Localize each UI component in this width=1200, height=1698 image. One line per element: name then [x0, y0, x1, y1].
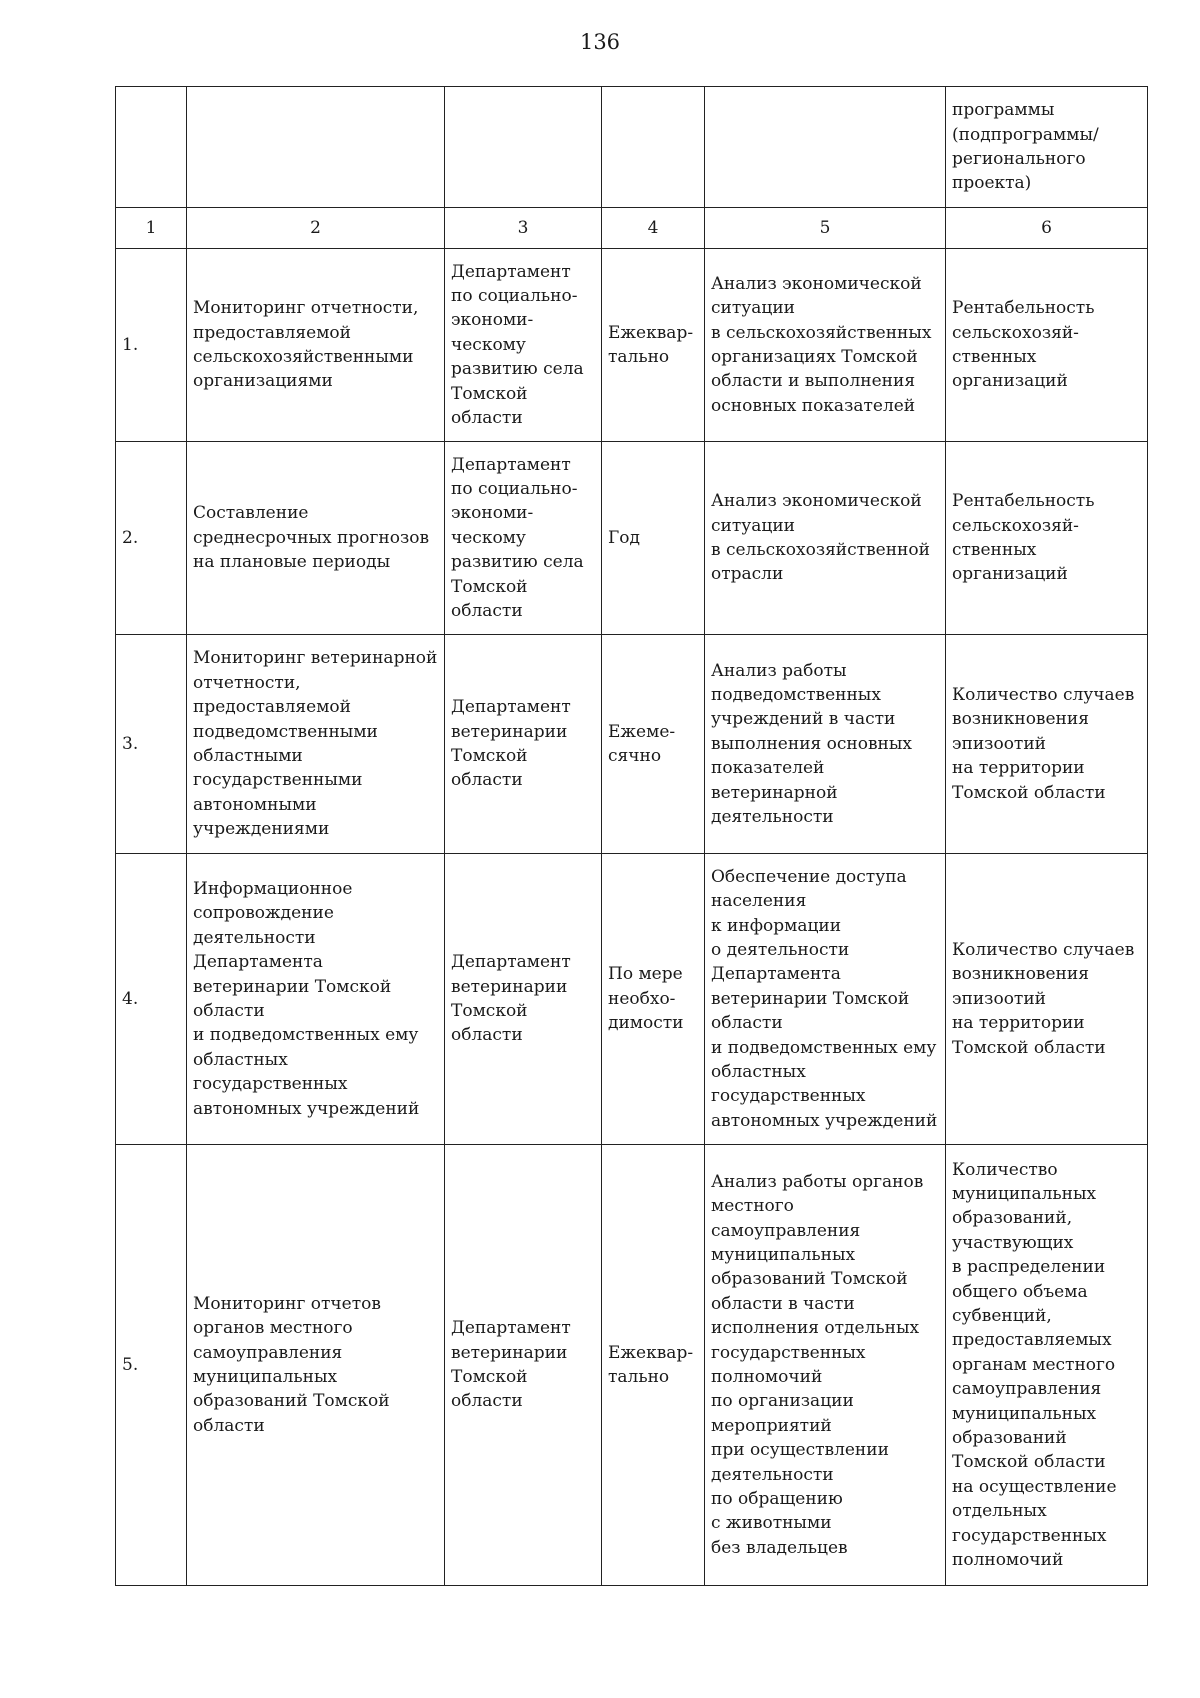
row-purpose: Анализ работы подведомственных учреждений в части выполнения основных показателей ветеринарной деятельности	[705, 635, 946, 854]
row-responsible: Департамент ветеринарии Томской области	[445, 1145, 602, 1586]
column-number-4: 4	[602, 208, 705, 249]
table-row	[116, 854, 1148, 1145]
row-name: Информационное сопровождение деятельности Департамента ветеринарии Томской области и подведомственных ему областных государственных автономных учреждений	[187, 854, 445, 1145]
row-responsible: Департамент ветеринарии Томской области	[445, 635, 602, 854]
row-name: Мониторинг ветеринарной отчетности, предоставляемой подведомственными областными государственными автономными учреждениями	[187, 635, 445, 854]
row-purpose: Анализ экономической ситуации в сельскохозяйственной отрасли	[705, 442, 946, 635]
header-cell-3	[445, 87, 602, 208]
row-responsible: Департамент по социально- экономи- ческому развитию села Томской области	[445, 249, 602, 442]
row-period: Ежеквар- тально	[602, 249, 705, 442]
row-responsible: Департамент ветеринарии Томской области	[445, 854, 602, 1145]
row-purpose: Анализ экономической ситуации в сельскохозяйственных организациях Томской области и выполнения основных показателей	[705, 249, 946, 442]
table-header-continuation-row	[116, 87, 1148, 208]
column-number-row	[116, 208, 1148, 249]
row-name: Мониторинг отчетов органов местного самоуправления муниципальных образований Томской области	[187, 1145, 445, 1586]
table-row	[116, 442, 1148, 635]
header-cell-6: программы (подпрограммы/ регионального проекта)	[946, 87, 1148, 208]
table-row	[116, 635, 1148, 854]
column-number-2: 2	[187, 208, 445, 249]
row-number: 1.	[116, 249, 187, 442]
row-indicator: Количество муниципальных образований, участвующих в распределении общего объема субвенций, предоставляемых органам местного самоуправления муниципальных образований Томской области на осуществление отдельных государственных полномочий	[946, 1145, 1148, 1586]
row-number: 5.	[116, 1145, 187, 1586]
row-number: 3.	[116, 635, 187, 854]
row-purpose: Анализ работы органов местного самоуправления муниципальных образований Томской области в части исполнения отдельных государственных полномочий по организации мероприятий при осуществлении деятельности по обращению с животными без владельцев	[705, 1145, 946, 1586]
table-row	[116, 1145, 1148, 1586]
column-number-6: 6	[946, 208, 1148, 249]
row-period: Ежеквар- тально	[602, 1145, 705, 1586]
column-number-1: 1	[116, 208, 187, 249]
row-period: Год	[602, 442, 705, 635]
row-period: По мере необхо- димости	[602, 854, 705, 1145]
header-cell-2	[187, 87, 445, 208]
row-name: Составление среднесрочных прогнозов на плановые периоды	[187, 442, 445, 635]
header-cell-1	[116, 87, 187, 208]
page-number: 136	[579, 30, 621, 54]
header-cell-4	[602, 87, 705, 208]
row-indicator: Рентабельность сельскохозяй- ственных организаций	[946, 442, 1148, 635]
table-row	[116, 249, 1148, 442]
row-indicator: Количество случаев возникновения эпизоотий на территории Томской области	[946, 635, 1148, 854]
row-purpose: Обеспечение доступа населения к информации о деятельности Департамента ветеринарии Томской области и подведомственных ему областных государственных автономных учреждений	[705, 854, 946, 1145]
row-name: Мониторинг отчетности, предоставляемой сельскохозяйственными организациями	[187, 249, 445, 442]
row-indicator: Количество случаев возникновения эпизоотий на территории Томской области	[946, 854, 1148, 1145]
column-number-3: 3	[445, 208, 602, 249]
row-period: Ежеме- сячно	[602, 635, 705, 854]
row-responsible: Департамент по социально- экономи- ческому развитию села Томской области	[445, 442, 602, 635]
monitoring-table	[115, 86, 1148, 1586]
column-number-5: 5	[705, 208, 946, 249]
row-indicator: Рентабельность сельскохозяй- ственных организаций	[946, 249, 1148, 442]
row-number: 4.	[116, 854, 187, 1145]
row-number: 2.	[116, 442, 187, 635]
header-cell-5	[705, 87, 946, 208]
